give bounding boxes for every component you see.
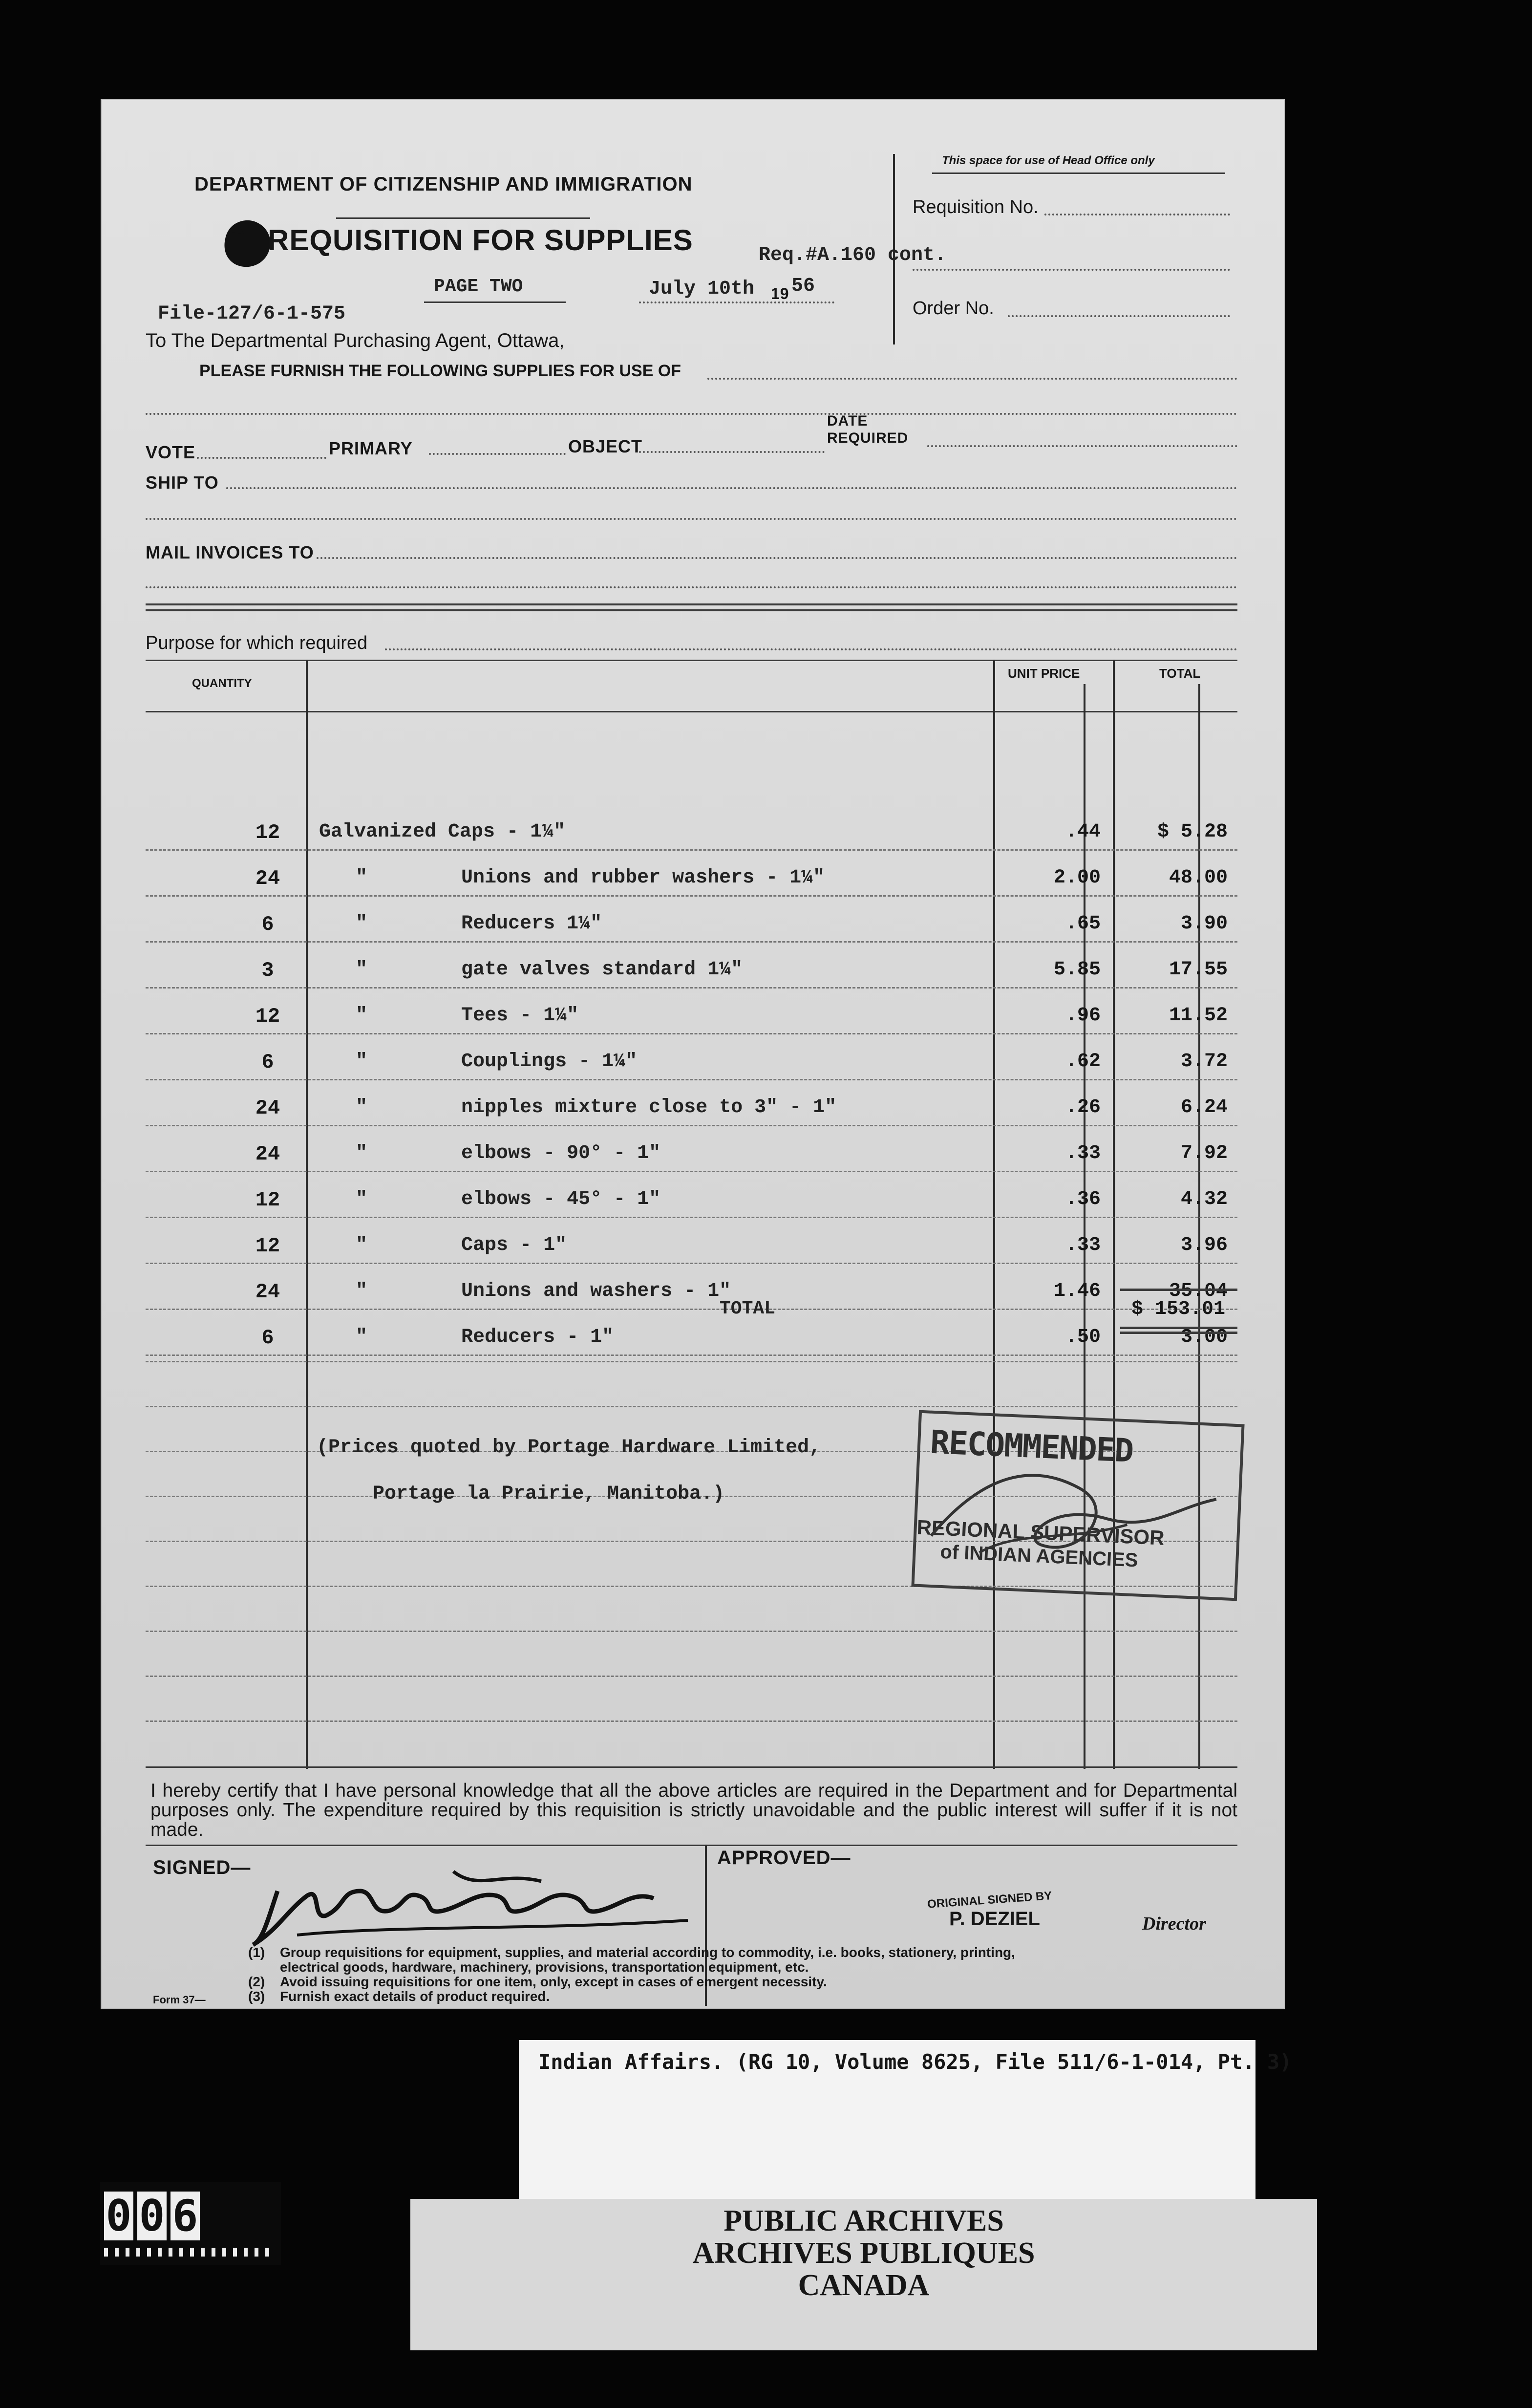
price-note-line1: (Prices quoted by Portage Hardware Limited, [317,1437,821,1459]
item-unit-price: .36 [1065,1188,1101,1210]
order-no-label: Order No. [913,298,994,319]
counter-tick-strip [104,2248,270,2257]
item-total: 6.24 [1180,1096,1228,1118]
blank-ruled-line [146,1406,1237,1407]
blank-ruled-line [146,1361,1237,1362]
item-row-rule [146,1033,1237,1034]
item-description: " elbows - 90° - 1" [356,1142,661,1164]
certify-text: I hereby certify that I have personal knowledge that all the above articles are required in the Department and for Departmental purposes only. The expenditure required by this requisition is strictly unavoidable and the public interest will suffer if it is not made. [150,1780,1237,1840]
item-total: 48.00 [1169,867,1228,889]
item-row-rule [146,987,1237,989]
section-double-rule-2 [146,609,1237,611]
item-description: " elbows - 45° - 1" [356,1188,661,1210]
total-label: TOTAL [720,1298,776,1319]
item-description: " Reducers 1¼" [356,913,602,935]
item-unit-price: 2.00 [1053,867,1101,889]
item-unit-price: 1.46 [1053,1280,1101,1302]
item-row [102,1280,1284,1310]
item-row [102,959,1284,988]
stamp-regional-supervisor: REGIONAL SUPERVISOR [916,1515,1165,1549]
purpose-label: Purpose for which required [146,633,368,653]
frame-counter-digits [104,2192,204,2240]
item-quantity: 12 [255,1005,280,1028]
frame-counter-digit: 0 [137,2192,167,2240]
item-description: " Reducers - 1" [356,1326,614,1348]
footnote-text: Furnish exact details of product required. [280,1989,550,2004]
footnote-number: (3) [248,1989,265,2004]
item-description: " Caps - 1" [356,1234,567,1256]
page-number-rule [424,301,566,303]
head-office-blank-line [913,269,1230,271]
page-number: PAGE TWO [434,276,523,297]
ship-to-field [226,487,1237,489]
section-double-rule-1 [146,603,1237,605]
grand-total-double-rule-2 [1120,1332,1237,1334]
purpose-field [385,648,1237,650]
total-header: TOTAL [1159,666,1201,681]
item-row [102,1188,1284,1218]
requisition-date-year: 56 [791,275,815,297]
item-row [102,1051,1284,1080]
archives-line-2: ARCHIVES PUBLIQUES [692,2236,1035,2270]
ship-to-field-2 [146,518,1237,520]
item-row [102,913,1284,942]
item-row [102,867,1284,896]
addressee: To The Departmental Purchasing Agent, Ottawa, [146,330,565,351]
footnote-text: electrical goods, hardware, machinery, provisions, transportation equipment, etc. [280,1959,809,1975]
item-description: " nipples mixture close to 3" - 1" [356,1096,837,1118]
unit-price-header: UNIT PRICE [1008,666,1080,681]
item-quantity: 3 [261,959,274,982]
item-quantity: 6 [261,1051,274,1074]
item-total: 11.52 [1169,1005,1228,1027]
item-quantity: 6 [261,1326,274,1350]
item-total: 35.04 [1169,1280,1228,1302]
item-quantity: 24 [255,1142,280,1166]
table-top-rule [146,660,1237,661]
date-label: DATE [827,413,868,429]
item-quantity: 24 [255,867,280,890]
item-unit-price: .26 [1065,1096,1101,1118]
object-field [639,451,825,453]
header-bottom-rule [146,711,1237,712]
director-title: Director [1142,1914,1206,1934]
original-signed-stamp: ORIGINAL SIGNED BY [927,1889,1053,1911]
furnish-line: PLEASE FURNISH THE FOLLOWING SUPPLIES FOR USE OF [199,362,681,380]
item-row-rule [146,1354,1237,1356]
requisition-date-century: 19 [771,285,789,302]
archives-line-1: PUBLIC ARCHIVES [723,2204,1004,2237]
primary-field [429,453,566,455]
item-row-rule [146,941,1237,943]
price-note-line2: Portage la Prairie, Manitoba.) [373,1483,725,1505]
item-unit-price: .65 [1065,913,1101,935]
item-quantity: 12 [255,1188,280,1212]
vote-field [197,457,326,459]
item-row-rule [146,1171,1237,1172]
form-title: REQUISITION FOR SUPPLIES [268,224,693,257]
approver-name: P. DEZIEL [949,1908,1040,1930]
item-total: 3.00 [1180,1326,1228,1348]
date-rule [639,301,834,303]
recommended-stamp [911,1410,1244,1601]
stamp-initials [919,1452,1237,1593]
item-description: Galvanized Caps - 1¼" [319,821,566,843]
certify-bottom-rule [146,1845,1237,1846]
item-quantity: 12 [255,1234,280,1258]
grand-total-double-rule-1 [1120,1327,1237,1329]
item-row-rule [146,1309,1237,1310]
item-total: 3.90 [1180,913,1228,935]
item-description: " Unions and rubber washers - 1¼" [356,867,825,889]
file-number: File-127/6-1-575 [158,303,346,325]
archives-label [410,2199,1317,2350]
item-row [102,1234,1284,1264]
vote-label: VOTE [146,442,196,462]
stamp-indian-agencies: of INDIAN AGENCIES [939,1541,1139,1571]
item-unit-price: .96 [1065,1005,1101,1027]
item-row [102,1142,1284,1172]
form-number: Form 37— [153,1994,206,2006]
item-unit-price: 5.85 [1053,959,1101,981]
blank-ruled-line [146,1720,1237,1722]
item-unit-price: .50 [1065,1326,1101,1348]
footnote-number: (2) [248,1974,265,1989]
mail-invoices-label: MAIL INVOICES TO [146,542,314,562]
furnish-field-2 [146,413,1237,415]
frame-counter-digit: 6 [170,2192,200,2240]
archives-line-3: CANADA [798,2269,930,2302]
head-office-note: This space for use of Head Office only [942,154,1155,167]
item-description: " Unions and washers - 1" [356,1280,731,1302]
item-row-rule [146,1263,1237,1264]
archival-citation: Indian Affairs. (RG 10, Volume 8625, File 511/6-1-014, Pt. 3) [538,2050,1292,2074]
item-total: 7.92 [1180,1142,1228,1164]
grand-total: $ 153.01 [1131,1298,1225,1320]
item-unit-price: .44 [1065,821,1101,843]
item-quantity: 6 [261,913,274,936]
item-row-rule [146,1125,1237,1126]
item-total: 3.96 [1180,1234,1228,1256]
item-row-rule [146,1217,1237,1218]
date-required-field [927,445,1237,447]
stamp-recommended: RECOMMENDED [929,1423,1134,1470]
required-label: REQUIRED [827,430,909,446]
approved-label: APPROVED— [717,1847,851,1869]
department-name: DEPARTMENT OF CITIZENSHIP AND IMMIGRATION [194,173,693,195]
frame-counter [100,2182,281,2265]
furnish-field [707,378,1237,380]
item-total: 4.32 [1180,1188,1228,1210]
department-rule [336,217,590,219]
mail-invoices-field-2 [146,586,1237,588]
item-description: " Couplings - 1¼" [356,1051,638,1073]
crest-icon [221,217,275,271]
sum-rule [1120,1289,1237,1291]
item-row-rule [146,895,1237,897]
order-no-field [1008,315,1230,317]
item-total: 3.72 [1180,1051,1228,1073]
item-unit-price: .33 [1065,1142,1101,1164]
footnote-text: Avoid issuing requisitions for one item, only, except in cases of emergent necessity. [280,1974,827,1989]
requisition-no-field [1044,214,1230,215]
item-row [102,1326,1284,1355]
item-row [102,1005,1284,1034]
signed-label: SIGNED— [153,1857,251,1878]
item-row [102,821,1284,850]
item-row [102,1096,1284,1126]
requisition-date-day: July 10th [649,278,755,300]
footnote-number: (1) [248,1945,265,1960]
requisition-form [102,100,1284,2008]
item-unit-price: .33 [1065,1234,1101,1256]
blank-ruled-line [146,1631,1237,1632]
item-quantity: 24 [255,1096,280,1120]
quantity-header: QUANTITY [192,677,252,690]
frame-counter-digit: 0 [104,2192,133,2240]
blank-ruled-line [146,1676,1237,1677]
mail-invoices-field [317,557,1237,559]
item-description: " gate valves standard 1¼" [356,959,743,981]
certify-top-rule [146,1766,1237,1768]
item-unit-price: .62 [1065,1051,1101,1073]
primary-label: PRIMARY [329,438,413,458]
head-office-rule [932,172,1225,174]
item-row-rule [146,1079,1237,1080]
req-number: Req.#A.160 cont. [759,244,947,266]
ship-to-label: SHIP TO [146,473,219,493]
footnote-text: Group requisitions for equipment, supplies, and material according to commodity, i.e. books, stationery, printing, [280,1945,1015,1960]
item-description: " Tees - 1¼" [356,1005,579,1027]
object-label: OBJECT [568,436,643,456]
item-row-rule [146,849,1237,851]
requisition-no-label: Requisition No. [913,197,1039,217]
item-quantity: 24 [255,1280,280,1304]
item-total: $ 5.28 [1157,821,1228,843]
item-quantity: 12 [255,821,280,844]
item-total: 17.55 [1169,959,1228,981]
